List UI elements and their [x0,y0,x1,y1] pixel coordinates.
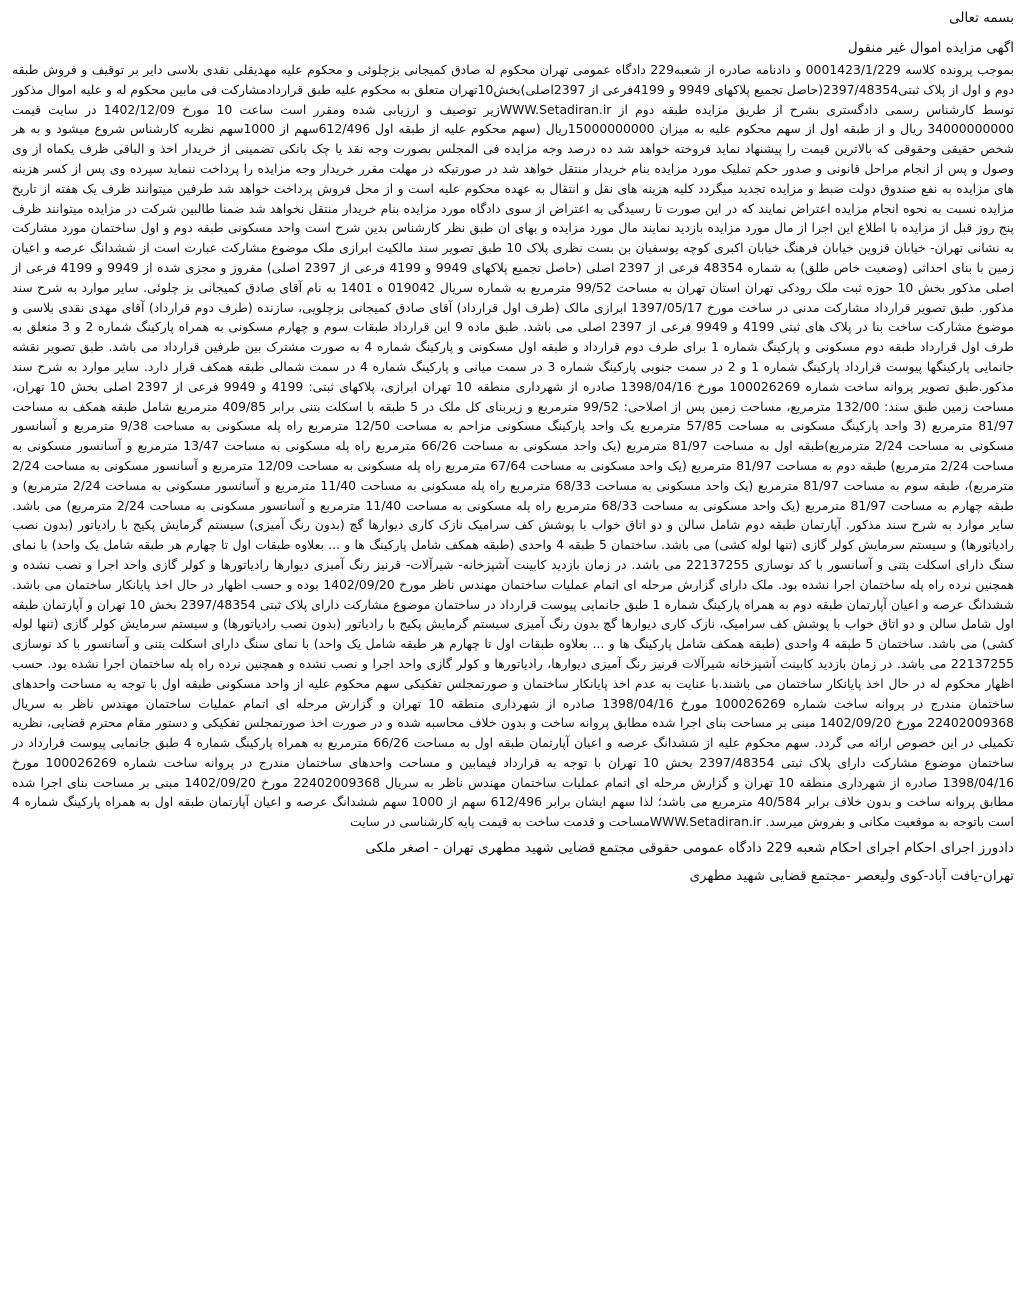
court-address: تهران-یافت آباد-کوی ولیعصر -مجتمع قضایی شهید مطهری [689,868,1014,885]
bismillah-heading: بسمه تعالی [949,10,1014,26]
enforcement-officer-signature: دادورز اجرای احکام اجرای احکام شعبه 229 دادگاه عمومی حقوقی مجتمع قضایی شهید مطهری تهران - اصغر ملکی [365,840,1014,857]
notice-body: بموجب پرونده کلاسه 0001423/1/229 و دادنامه صادره از شعبه229 دادگاه عمومی تهران محکوم له صادق کمیجانی بزچلوئی و محکوم علیه مهدیقلی نقدی بلاسی دایر بر توقیف و فروش طبقه دوم و اول از پلاک ثبتی2397/48354(حاصل تجمیع پلاکهای 9949 و 4199فرعی از 2397اصلی)بخش10تهران متعلق به محکوم علیه طبق قراردادمشارکت فی مابین محکوم له و علیه اموال مذکور توسط کارشناس رسمی دادگستری بشرح از طریق مزایده طبقه دوم از WWW.Setadiran.irزیر توصیف و ارزیابی شده ومقرر است ساعت 10 مورخ 1402/12/09 در سایت قیمت 34000000000 ریال و از طبقه اول از سهم محکوم علیه به میزان 15000000000ریال (سهم محکوم علیه از طبقه اول 612/496سهم از 1000سهم نظریه کارشناس شروع میشود و به هر شخص حقیقی وحقوقی که بالاترین قیمت را پیشنهاد نماید فروخته خواهد شد ده درصد وجه مزایده فی المجلس بصورت وجه نقد یا چک بانکی تضمینی از خریدار اخذ و الباقی ظرف یکماه از وی وصول و پس از انجام مراحل قانونی و صدور حکم تملیک مورد مزایده بنام خریدار منتقل خواهد شد در صورتیکه در مهلت مقرر خریدار وجه مزایده را پرداخت ننماید سپرده وی پس از کسر هزینه های مزایده به نفع صندوق دولت ضبط و مزایده تجدید میگردد کلیه هزینه های نقل و انتقال به عهده محکوم علیه است و از محل فروش پرداخت خواهد شد طرفین میتوانند ظرف یک هفته از تاریخ مزایده نسبت به نحوه انجام مزایده اعتراض نمایند که در این صورت تا رسیدگی به اعتراض از سوی دادگاه مورد مزایده بنام خریدار منتقل نخواهد شد ضمنا طالبین شرکت در مزایده میتوانند ظرف پنج روز قبل از مزایده با اطلاع این اجرا از مال مورد مزایده بازدید نمایند مال مورد مزایده و بهای ان طبق نظر کارشناس بدین شرح است واحد مسکونی طبقه دوم و اول ساختمان مورد مشارکت به نشانی تهران- خیابان قزوین خیابان فرهنگ خیابان اکبری کوچه یوسفیان بن بست نظری پلاک 10 طبق تصویر سند مالکیت ابرازی ملک موضوع مشارکت عبارت است از ششدانگ عرصه و اعیان زمین با بنای احداثی (وضعیت خاص طلق) به شماره 48354 فرعی از 2397 اصلی (حاصل تجمیع پلاکهای 9949 و 4199 فرعی از 2397 اصلی) مفروز و مجزی شده از 9949 و 4199 فرعی از اصلی مذکور بخش 10 حوزه ثبت ملک رودکی تهران استان تهران به مساحت 99/52 مترمربع به شماره سریال 019042 ه 1401 به نام آقای صادق کمیجانی بز چلوئی. سایر موارد به شرح سند مذکور. طبق تصویر قرارداد مشارکت مدنی در ساخت مورخ 1397/05/17 ابرازی مالک (طرف اول قرارداد) آقای صادق کمیجانی بزچلویی، سازنده (طرف دوم قرارداد) آقای مهدی نقدی بلاسی و موضوع مشارکت ساخت بنا در پلاک های ثبتی 4199 و 9949 فرعی از 2397 اصلی می باشد. طبق ماده 9 این قرارداد طبقات سوم و چهارم مسکونی به همراه پارکینگ شماره 2 و 3 متعلق به طرف اول قرارداد طبقه دوم مسکونی و پارکینگ شماره 1 برای طرف دوم قرارداد و طبقه اول مسکونی و پارکینگ شماره 4 به صورت مشترک بین طرفین قرارداد می باشد. طبق تصویر نقشه جانمایی پارکینگها پیوست قرارداد پارکینگ شماره 1 و 2 در سمت جنوبی پارکینگ شماره 3 در سمت میانی و پارکینگ شماره 4 در سمت شمالی طبقه همکف قرار دارد. سایر موارد به شرح سند مذکور.طبق تصویر پروانه ساخت شماره 100026269 مورخ 1398/04/16 صادره از شهرداری منطقه 10 تهران ابرازی، پلاکهای ثبتی: 4199 و 9949 فرعی از 2397 اصلی بخش 10 تهران، مساحت زمین طبق سند: 132/00 مترمربع، مساحت زمین پس از اصلاحی: 99/52 مترمربع و زیربنای کل ملک در 5 طبقه با اسکلت بتنی برابر 409/85 مترمربع شامل طبقه همکف به مساحت 81/97 مترمربع (3 واحد پارکینگ مسکونی به مساحت 57/85 مترمربع یک واحد پارکینگ مسکونی مزاحم به مساحت 12/50 مترمربع راه پله مسکونی به مساحت 9/38 مترمربع و آسانسور مسکونی به مساحت 2/24 مترمربع)طبقه اول به مساحت 81/97 مترمربع (یک واحد مسکونی به مساحت 66/26 مترمربع راه پله مسکونی به مساحت 13/47 مترمربع و آسانسور مسکونی به مساحت 2/24 مترمربع) طبقه دوم به مساحت 81/97 مترمربع (یک واحد مسکونی به مساحت 67/64 مترمربع راه پله مسکونی به مساحت 12/09 مترمربع و آسانسور مسکونی به مساحت 2/24 مترمربع)، طبقه سوم به مساحت 81/97 مترمربع (یک واحد مسکونی به مساحت 68/33 مترمربع راه پله مسکونی به مساحت 11/40 مترمربع و آسانسور مسکونی به مساحت 2/24 مترمربع) و طبقه چهارم به مساحت 81/97 مترمربع (یک واحد مسکونی به مساحت 68/33 مترمربع راه پله مسکونی به مساحت 11/40 مترمربع و آسانسور مسکونی به مساحت 2/24 مترمربع) می باشد. سایر موارد به شرح سند مذکور. آپارتمان طبقه دوم شامل سالن و دو اتاق خواب با پوشش کف سرامیک نازک کاری دیوارها گچ (بدون رنگ آمیزی) سیستم گرمایش پکیج با رادیاتور (بدون نصب رادیاتورها) و سیستم سرمایش کولر گازی (تنها لوله کشی) می باشد. ساختمان 5 طبقه 4 واحدی (طبقه همکف شامل پارکینگ ها و ... بعلاوه طبقات اول تا چهارم هر طبقه شامل یک واحد) با نمای سنگ دارای اسکلت بتنی و آسانسور با کد نوسازی 22137255 می باشد. در زمان بازدید کابینت آشپزخانه- شیرآلات- قرنیز رنگ آمیزی دیوارها رادیاتورها و کولر گازی واحد اجرا و نصب نشده و همچنین نرده راه پله ساختمان اجرا نشده بود. ملک دارای گزارش مرحله ای اتمام عملیات ساختمان مهندس ناظر مورخ 1402/09/20 بوده و حسب اظهار در حال اخذ پایانکار ساختمان می باشد. ششدانگ عرصه و اعیان آپارتمان طبقه دوم به همراه پارکینگ شماره 1 طبق جانمایی پیوست قرارداد در ساختمان موضوع مشارکت دارای پلاک ثبتی 2397/48354 بخش 10 تهران و آپارتمان طبقه اول شامل سالن و دو اتاق خواب با پوشش کف سرامیک، نازک کاری دیوارها گچ بدون رنگ آمیزی سیستم گرمایش پکیج با رادیاتور (بدون نصب رادیاتورها) و سیستم سرمایش کولر گازی (تنها لوله کشی) می باشد. ساختمان 5 طبقه 4 واحدی (طبقه همکف شامل پارکینگ ها و ... بعلاوه طبقات اول تا چهارم هر طبقه شامل یک واحد) با نمای سنگ دارای اسکلت بتنی و آسانسور با کد نوسازی 22137255 می باشد. در زمان بازدید کابینت آشپزخانه شیرآلات قرنیز رنگ آمیزی دیوارها، رادیاتورها و کولر گازی واحد اجرا و نصب نشده و همچنین نرده راه پله ساختمان اجرا نشده بود. حسب اظهار محکوم له در حال اخذ پایانکار ساختمان می باشند.با عنایت به عدم اخذ پایانکار ساختمان و صورتمجلس تفکیکی سهم محکوم علیه از واحد مسکونی طبقه اول با توجه به مساحت واحدهای ساختمان مندرج در پروانه ساخت شماره 100026269 مورخ 1398/04/16 صادره از شهرداری منطقه 10 تهران و گزارش مرحله ای اتمام عملیات ساختمان مهندس ناظر به سریال 22402009368 مورخ 1402/09/20 مبنی بر مساحت بنای اجرا شده مطابق پروانه ساخت و بدون خلاف محاسبه شده و در صورت اخذ صورتمجلس تفکیکی و دستور مقام محترم قضایی، نظریه تکمیلی در این خصوص ارائه می گردد. سهم محکوم علیه از ششدانگ عرصه و اعیان آپارتمان طبقه اول به مساحت 66/26 مترمربع به همراه پارکینگ شماره 4 طبق جانمایی پیوست قرارداد در ساختمان موضوع مشارکت دارای پلاک ثبتی 2397/48354 بخش 10 تهران با توجه به قرارداد فیمابین و مساحت واحدهای ساختمان مندرج در پروانه ساخت شماره 100026269 مورخ 1398/04/16 صادره از شهرداری منطقه 10 تهران و گزارش مرحله ای اتمام عملیات ساختمان مهندس ناظر به سریال 22402009368 مورخ 1402/09/20 مبنی بر مساحت بنای اجرا شده مطابق پروانه ساخت و بدون خلاف برابر 40/584 مترمربع می باشد؛ لذا سهم ایشان برابر 612/496 سهم از 1000 سهم ششدانگ عرصه و اعیان آپارتمان طبقه اول به همراه پارکینگ شماره 4 است باتوجه به موقعیت مکانی و بفروش میرسد. WWW.Setadiran.irمساحت و قدمت ساخت به قیمت پایه کارشناسی در سایت [11,62,1015,830]
notice-title: اگهی مزایده اموال غیر منقول [847,40,1014,56]
